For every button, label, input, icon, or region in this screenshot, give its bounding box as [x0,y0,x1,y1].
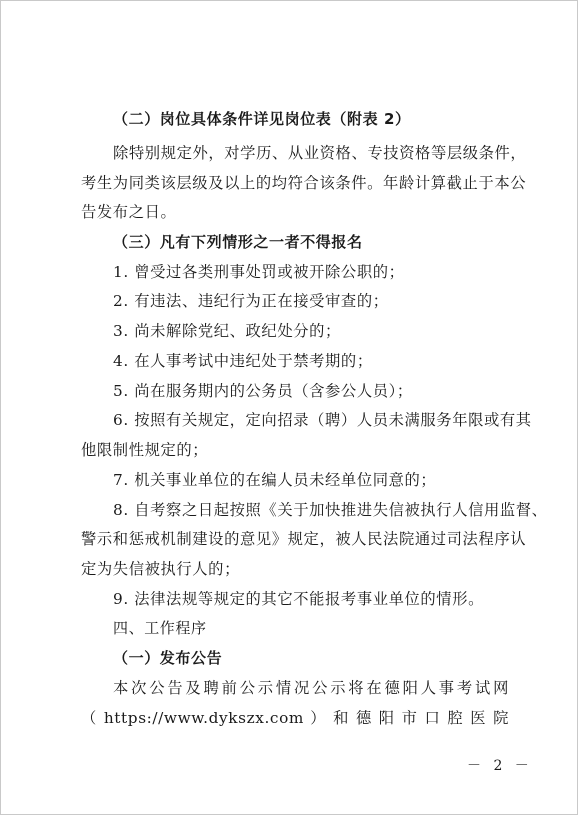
section-heading-2: （二）岗位具体条件详见岗位表（附表 2） [113,110,411,128]
list-item-continuation: 警示和惩戒机制建设的意见》规定，被人民法院通过司法程序认 [81,530,527,548]
list-item: 9. 法律法规等规定的其它不能报考事业单位的情形。 [113,590,484,608]
paragraph-line-url: （ https://www.dykszx.com ） 和 德 阳 市 口 腔 医 院 [81,709,509,727]
paragraph-line: 告发布之日。 [81,203,177,221]
section-heading-3: （三）凡有下列情形之一者不得报名 [113,233,363,251]
subsection-heading: （一）发布公告 [113,649,223,667]
list-item: 8. 自考察之日起按照《关于加快推进失信被执行人信用监督、 [113,501,548,519]
list-item: 3. 尚未解除党纪、政纪处分的； [113,322,341,340]
paragraph-line: 除特别规定外，对学历、从业资格、专技资格等层级条件， [113,144,527,162]
list-item: 6. 按照有关规定，定向招录（聘）人员未满服务年限或有其 [113,411,532,429]
paragraph-line: 本次公告及聘前公示情况公示将在德阳人事考试网 [113,679,509,697]
paragraph-line: 考生为同类该层级及以上的均符合该条件。年龄计算截止于本公 [81,174,527,192]
page-number: － 2 － [467,758,533,774]
list-item: 1. 曾受过各类刑事处罚或被开除公职的； [113,263,405,281]
list-item: 4. 在人事考试中违纪处于禁考期的； [113,352,373,370]
list-item: 7. 机关事业单位的在编人员未经单位同意的； [113,471,437,489]
chapter-heading: 四、工作程序 [113,619,207,637]
list-item-continuation: 定为失信被执行人的； [81,560,240,578]
list-item: 5. 尚在服务期内的公务员（含参公人员）； [113,382,413,400]
list-item: 2. 有违法、违纪行为正在接受审查的； [113,292,389,310]
list-item-continuation: 他限制性规定的； [81,441,209,459]
